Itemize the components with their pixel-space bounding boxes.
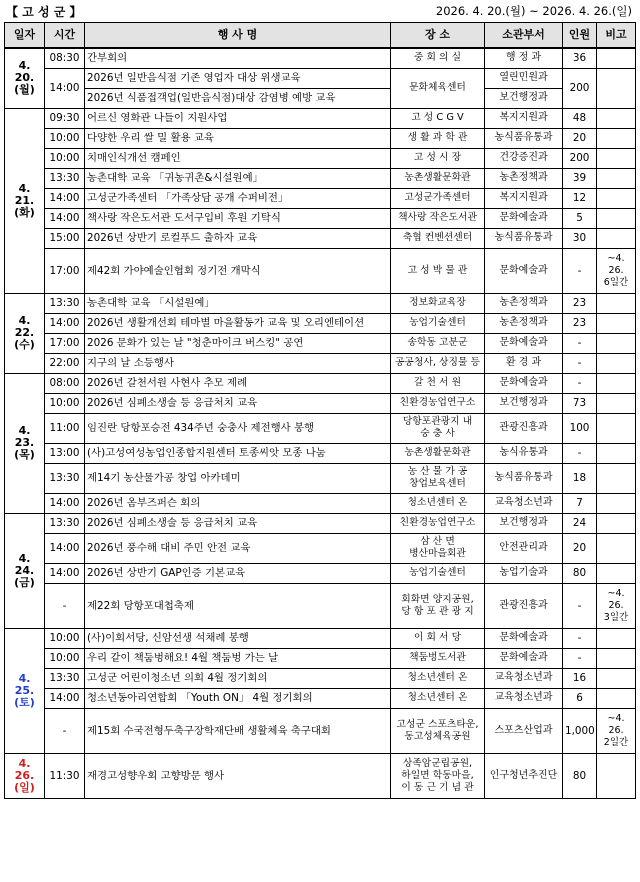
event-cell: 간부회의: [85, 48, 391, 68]
place-cell: 송학동 고분군: [391, 333, 485, 353]
event-cell: 우리 같이 책둠벙해요! 4월 책둠벙 가는 날: [85, 648, 391, 668]
dept-cell: 농촌정책과: [485, 313, 563, 333]
dept-cell: 보건행정과: [485, 393, 563, 413]
count-cell: 200: [563, 148, 597, 168]
event-cell: 제22회 당항포대첩축제: [85, 583, 391, 628]
schedule-row: [5, 493, 636, 513]
count-cell: 24: [563, 513, 597, 533]
schedule-row: [5, 393, 636, 413]
event-cell: (사)이회서당, 신암선생 석채례 봉행: [85, 628, 391, 648]
dept-cell: 교육청소년과: [485, 668, 563, 688]
event-cell: 2026년 옴부즈퍼슨 회의: [85, 493, 391, 513]
dept-cell: 농업기술과: [485, 563, 563, 583]
place-cell: 회화면 양지공원, 당 항 포 관 광 지: [391, 583, 485, 628]
dept-cell: 인구청년추진단: [485, 753, 563, 798]
count-cell: 5: [563, 208, 597, 228]
time-cell: 17:00: [45, 333, 85, 353]
schedule-row: [5, 373, 636, 393]
time-cell: 10:00: [45, 393, 85, 413]
table-header-row: [5, 23, 636, 49]
place-cell: 고성군 스포츠타운, 동고성체육공원: [391, 708, 485, 753]
schedule-body: [5, 48, 636, 798]
region-title: 【 고 성 군 】: [6, 5, 82, 19]
time-cell: -: [45, 583, 85, 628]
note-cell: [597, 393, 636, 413]
time-cell: 14:00: [45, 188, 85, 208]
schedule-row: [5, 668, 636, 688]
date-cell: 4. 20. (월): [5, 48, 45, 108]
count-cell: 30: [563, 228, 597, 248]
time-cell: -: [45, 708, 85, 753]
time-cell: 14:00: [45, 313, 85, 333]
place-cell: 청소년센터 온: [391, 688, 485, 708]
schedule-row: [5, 168, 636, 188]
time-cell: 13:30: [45, 168, 85, 188]
note-cell: [597, 688, 636, 708]
schedule-row: [5, 463, 636, 493]
time-cell: 17:00: [45, 248, 85, 293]
event-cell: 농촌대학 교육 「귀농귀촌&시설원예」: [85, 168, 391, 188]
place-cell: 삼 산 면 병산마을회관: [391, 533, 485, 563]
count-cell: -: [563, 443, 597, 463]
event-cell: 재경고성향우회 고향방문 행사: [85, 753, 391, 798]
place-cell: 당항포관광지 내 숭 충 사: [391, 413, 485, 443]
event-cell: 2026년 갈천서원 사현사 추모 제례: [85, 373, 391, 393]
schedule-row: [5, 443, 636, 463]
schedule-row: [5, 708, 636, 753]
time-cell: 13:00: [45, 443, 85, 463]
count-cell: 6: [563, 688, 597, 708]
date-cell: 4. 22. (수): [5, 293, 45, 373]
schedule-row: [5, 333, 636, 353]
col-header-event: 행 사 명: [85, 23, 391, 49]
time-cell: 13:30: [45, 668, 85, 688]
dept-cell: 문화예술과: [485, 333, 563, 353]
schedule-row: [5, 563, 636, 583]
event-cell: 임진란 당항포승전 434주년 숭충사 제전행사 봉행: [85, 413, 391, 443]
event-cell: 2026 문화가 있는 날 "청춘마이크 버스킹" 공연: [85, 333, 391, 353]
place-cell: 친환경농업연구소: [391, 513, 485, 533]
schedule-row: [5, 108, 636, 128]
schedule-row: [5, 688, 636, 708]
event-cell: 고성군 어린이청소년 의회 4월 정기회의: [85, 668, 391, 688]
dept-cell: 교육청소년과: [485, 688, 563, 708]
dept-cell: 관광진흥과: [485, 583, 563, 628]
date-cell: 4. 21. (화): [5, 108, 45, 293]
note-cell: [597, 293, 636, 313]
count-cell: -: [563, 333, 597, 353]
schedule-row: [5, 148, 636, 168]
note-cell: [597, 463, 636, 493]
count-cell: 39: [563, 168, 597, 188]
event-cell: 제14기 농산물가공 창업 아카데미: [85, 463, 391, 493]
event-cell: 제42회 가야예술인협회 정기전 개막식: [85, 248, 391, 293]
event-cell: 2026년 식품접객업(일반음식점)대상 감염병 예방 교육: [85, 88, 391, 108]
count-cell: 100: [563, 413, 597, 443]
place-cell: 고 성 시 장: [391, 148, 485, 168]
place-cell: 중 회 의 실: [391, 48, 485, 68]
count-cell: 73: [563, 393, 597, 413]
place-cell: 농업기술센터: [391, 313, 485, 333]
place-cell: 공공청사, 상징물 등: [391, 353, 485, 373]
event-cell: 농촌대학 교육 「시설원예」: [85, 293, 391, 313]
time-cell: 09:30: [45, 108, 85, 128]
note-cell: ~4. 26. 2일간: [597, 708, 636, 753]
count-cell: 20: [563, 128, 597, 148]
event-cell: 2026년 일반음식점 기존 영업자 대상 위생교육: [85, 68, 391, 88]
time-cell: 10:00: [45, 148, 85, 168]
dept-cell: 열린민원과: [485, 68, 563, 88]
place-cell: 문화체육센터: [391, 68, 485, 108]
place-cell: 농촌생활문화관: [391, 443, 485, 463]
place-cell: 축협 컨벤션센터: [391, 228, 485, 248]
schedule-row: [5, 48, 636, 68]
note-cell: ~4. 26. 3일간: [597, 583, 636, 628]
schedule-row: [5, 128, 636, 148]
time-cell: 14:00: [45, 688, 85, 708]
note-cell: [597, 228, 636, 248]
note-cell: [597, 108, 636, 128]
place-cell: 고성군가족센터: [391, 188, 485, 208]
schedule-row: [5, 533, 636, 563]
count-cell: 7: [563, 493, 597, 513]
count-cell: 20: [563, 533, 597, 563]
count-cell: 36: [563, 48, 597, 68]
note-cell: [597, 563, 636, 583]
event-cell: 제15회 수국전형두축구장학재단배 생활체육 축구대회: [85, 708, 391, 753]
event-cell: 2026년 심폐소생술 등 응급처치 교육: [85, 393, 391, 413]
dept-cell: 농촌정책과: [485, 168, 563, 188]
count-cell: 200: [563, 68, 597, 108]
dept-cell: 복지지원과: [485, 188, 563, 208]
dept-cell: 복지지원과: [485, 108, 563, 128]
dept-cell: 보건행정과: [485, 88, 563, 108]
event-cell: 2026년 풍수해 대비 주민 안전 교육: [85, 533, 391, 563]
count-cell: 12: [563, 188, 597, 208]
time-cell: 10:00: [45, 648, 85, 668]
place-cell: 책둠벙도서관: [391, 648, 485, 668]
time-cell: 13:30: [45, 513, 85, 533]
time-cell: 14:00: [45, 68, 85, 108]
schedule-row: [5, 753, 636, 798]
note-cell: [597, 48, 636, 68]
time-cell: 10:00: [45, 128, 85, 148]
date-cell: 4. 26. (일): [5, 753, 45, 798]
col-header-count: 인원: [563, 23, 597, 49]
note-cell: [597, 443, 636, 463]
place-cell: 청소년센터 온: [391, 493, 485, 513]
dept-cell: 농식품유통과: [485, 228, 563, 248]
place-cell: 상족암군립공원, 하일면 학동마을, 이 동 근 기 념 관: [391, 753, 485, 798]
place-cell: 농촌생활문화관: [391, 168, 485, 188]
schedule-row: [5, 513, 636, 533]
date-cell: 4. 24. (금): [5, 513, 45, 628]
event-cell: (사)고성여성농업인종합지원센터 토종씨앗 모종 나눔: [85, 443, 391, 463]
event-cell: 2026년 생활개선회 테마별 마을활동가 교육 및 오리엔테이션: [85, 313, 391, 333]
count-cell: 23: [563, 313, 597, 333]
time-cell: 11:30: [45, 753, 85, 798]
time-cell: 08:00: [45, 373, 85, 393]
event-cell: 책사랑 작은도서관 도서구입비 후원 기탁식: [85, 208, 391, 228]
col-header-time: 시간: [45, 23, 85, 49]
schedule-row: [5, 648, 636, 668]
dept-cell: 문화예술과: [485, 208, 563, 228]
schedule-row: [5, 628, 636, 648]
event-cell: 청소년동아리연합회 「Youth ON」 4월 정기회의: [85, 688, 391, 708]
dept-cell: 농식품유통과: [485, 463, 563, 493]
schedule-row: [5, 68, 636, 88]
time-cell: 14:00: [45, 493, 85, 513]
note-cell: [597, 148, 636, 168]
note-cell: [597, 208, 636, 228]
note-cell: [597, 128, 636, 148]
dept-cell: 행 정 과: [485, 48, 563, 68]
schedule-row: [5, 353, 636, 373]
place-cell: 청소년센터 온: [391, 668, 485, 688]
note-cell: [597, 353, 636, 373]
count-cell: -: [563, 353, 597, 373]
note-cell: [597, 333, 636, 353]
dept-cell: 교육청소년과: [485, 493, 563, 513]
schedule-row: [5, 583, 636, 628]
note-cell: [597, 628, 636, 648]
count-cell: -: [563, 628, 597, 648]
dept-cell: 환 경 과: [485, 353, 563, 373]
dept-cell: 농식품유통과: [485, 128, 563, 148]
place-cell: 고 성 박 물 관: [391, 248, 485, 293]
count-cell: 80: [563, 563, 597, 583]
event-cell: 2026년 심폐소생술 등 응급처치 교육: [85, 513, 391, 533]
time-cell: 13:30: [45, 463, 85, 493]
note-cell: [597, 68, 636, 108]
col-header-dept: 소관부서: [485, 23, 563, 49]
count-cell: 48: [563, 108, 597, 128]
schedule-row: [5, 293, 636, 313]
place-cell: 책사랑 작은도서관: [391, 208, 485, 228]
place-cell: 갈 천 서 원: [391, 373, 485, 393]
dept-cell: 문화예술과: [485, 648, 563, 668]
place-cell: 농 산 물 가 공 창업보육센터: [391, 463, 485, 493]
event-cell: 2026년 상반기 로컬푸드 출하자 교육: [85, 228, 391, 248]
date-cell: 4. 25. (토): [5, 628, 45, 753]
event-cell: 어르신 영화관 나들이 지원사업: [85, 108, 391, 128]
count-cell: -: [563, 373, 597, 393]
time-cell: 10:00: [45, 628, 85, 648]
note-cell: [597, 313, 636, 333]
time-cell: 15:00: [45, 228, 85, 248]
schedule-row: [5, 248, 636, 293]
period-range: 2026. 4. 20.(월) ~ 2026. 4. 26.(일): [435, 4, 632, 18]
count-cell: 23: [563, 293, 597, 313]
place-cell: 생 활 과 학 관: [391, 128, 485, 148]
note-cell: [597, 648, 636, 668]
col-header-date: 일자: [5, 23, 45, 49]
dept-cell: 보건행정과: [485, 513, 563, 533]
time-cell: 08:30: [45, 48, 85, 68]
time-cell: 11:00: [45, 413, 85, 443]
place-cell: 이 회 서 당: [391, 628, 485, 648]
place-cell: 친환경농업연구소: [391, 393, 485, 413]
note-cell: [597, 533, 636, 563]
event-cell: 2026년 상반기 GAP인증 기본교육: [85, 563, 391, 583]
schedule-row: [5, 413, 636, 443]
count-cell: -: [563, 583, 597, 628]
event-cell: 지구의 날 소등행사: [85, 353, 391, 373]
note-cell: [597, 373, 636, 393]
schedule-table: [4, 22, 636, 799]
dept-cell: 문화예술과: [485, 628, 563, 648]
note-cell: [597, 413, 636, 443]
dept-cell: 관광진흥과: [485, 413, 563, 443]
event-cell: 고성군가족센터 「가족상담 공개 수퍼비전」: [85, 188, 391, 208]
page-header: [0, 0, 640, 20]
count-cell: -: [563, 248, 597, 293]
count-cell: -: [563, 648, 597, 668]
note-cell: [597, 513, 636, 533]
dept-cell: 건강증진과: [485, 148, 563, 168]
col-header-note: 비고: [597, 23, 636, 49]
dept-cell: 안전관리과: [485, 533, 563, 563]
col-header-place: 장 소: [391, 23, 485, 49]
place-cell: 농업기술센터: [391, 563, 485, 583]
place-cell: 고 성 C G V: [391, 108, 485, 128]
time-cell: 14:00: [45, 563, 85, 583]
schedule-row: [5, 313, 636, 333]
dept-cell: 문화예술과: [485, 248, 563, 293]
note-cell: [597, 668, 636, 688]
schedule-row: [5, 208, 636, 228]
place-cell: 정보화교육장: [391, 293, 485, 313]
event-cell: 다양한 우리 쌀 밀 활용 교육: [85, 128, 391, 148]
dept-cell: 농촌정책과: [485, 293, 563, 313]
schedule-row: [5, 228, 636, 248]
count-cell: 16: [563, 668, 597, 688]
date-cell: 4. 23. (목): [5, 373, 45, 513]
dept-cell: 농식유통과: [485, 443, 563, 463]
count-cell: 18: [563, 463, 597, 493]
note-cell: [597, 188, 636, 208]
time-cell: 14:00: [45, 208, 85, 228]
schedule-row: [5, 188, 636, 208]
note-cell: [597, 168, 636, 188]
dept-cell: 문화예술과: [485, 373, 563, 393]
time-cell: 22:00: [45, 353, 85, 373]
dept-cell: 스포츠산업과: [485, 708, 563, 753]
schedule-row: [5, 88, 636, 108]
event-cell: 치매인식개선 캠페인: [85, 148, 391, 168]
time-cell: 13:30: [45, 293, 85, 313]
note-cell: ~4. 26. 6일간: [597, 248, 636, 293]
note-cell: [597, 753, 636, 798]
count-cell: 80: [563, 753, 597, 798]
note-cell: [597, 493, 636, 513]
time-cell: 14:00: [45, 533, 85, 563]
count-cell: 1,000: [563, 708, 597, 753]
